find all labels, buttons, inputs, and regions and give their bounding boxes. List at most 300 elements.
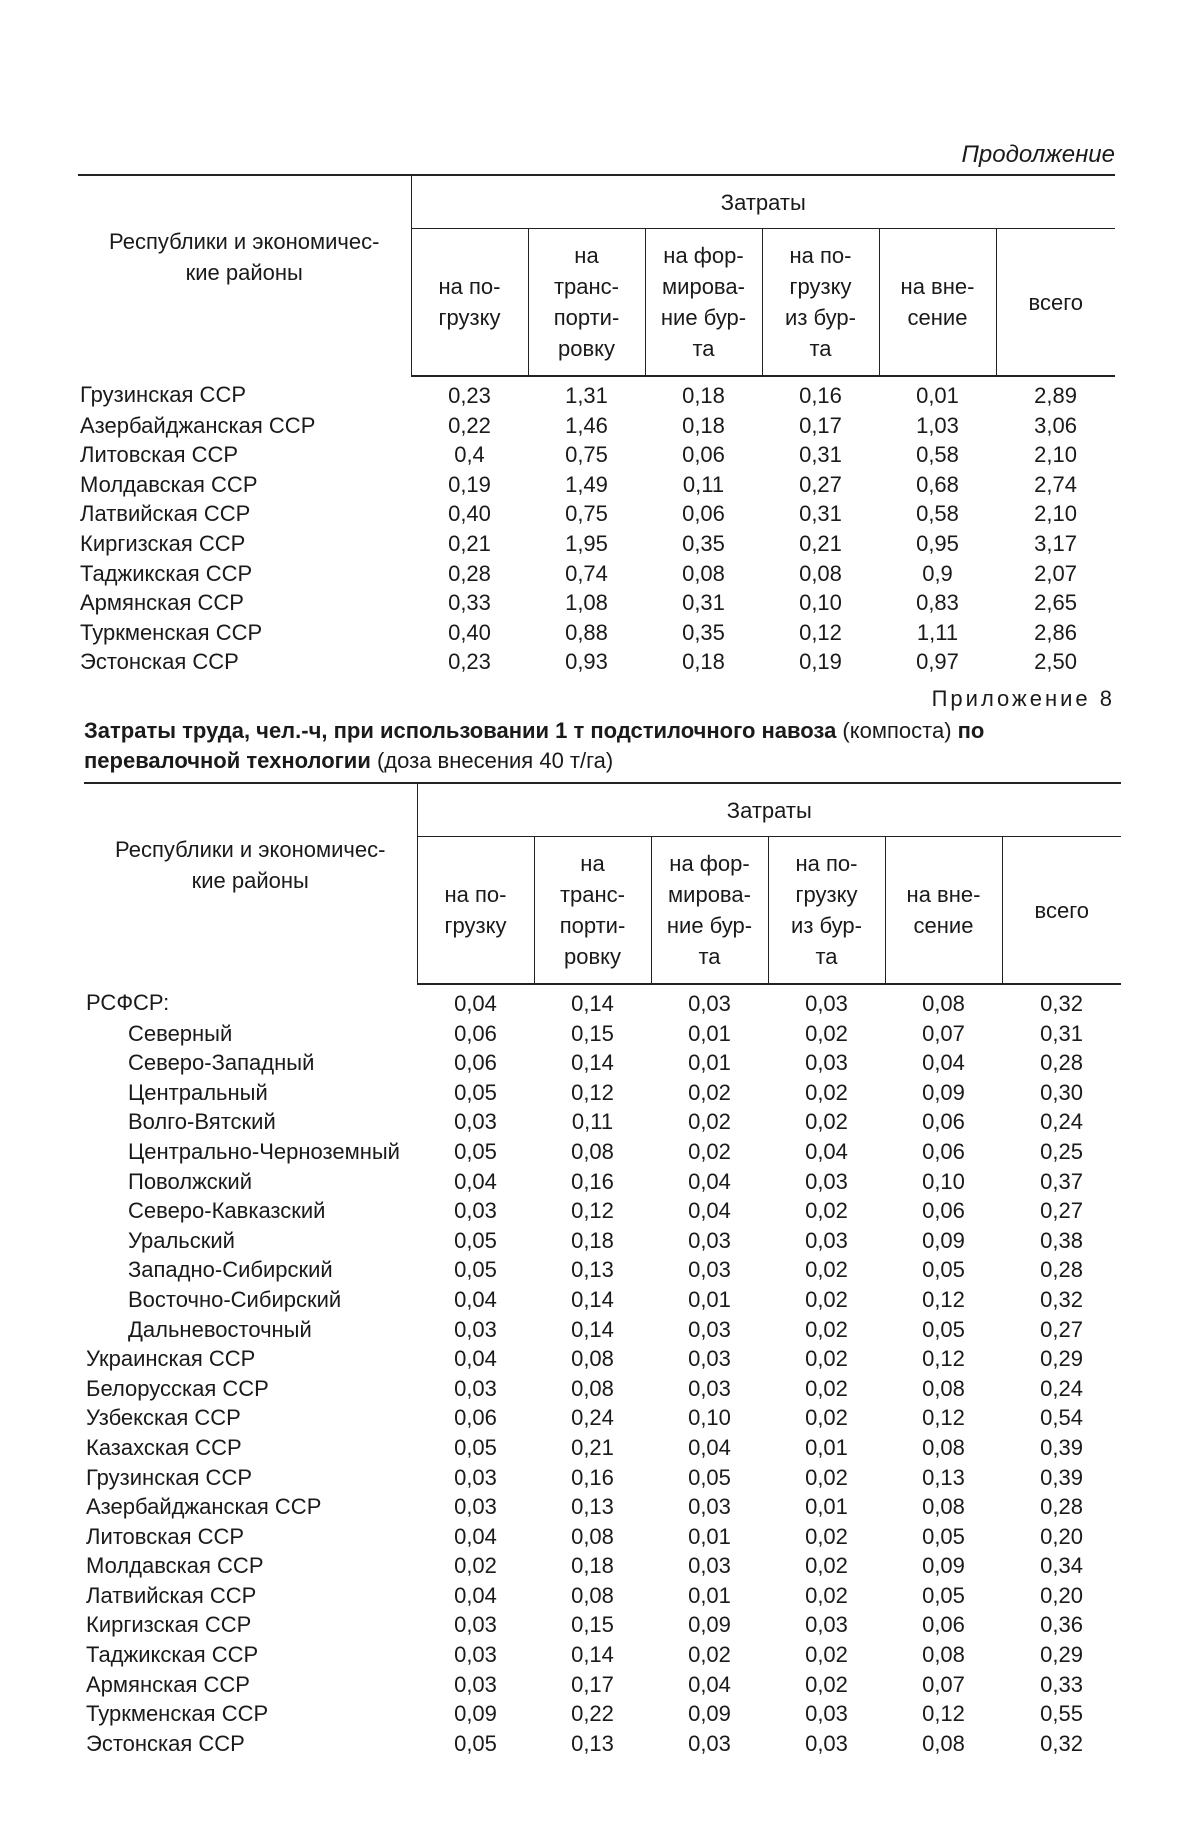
header-col-pile-loading: на по- грузку из бур- та <box>762 229 879 377</box>
row-value-cell: 0,04 <box>454 1168 497 1194</box>
table-row <box>78 411 1115 441</box>
row-value-cell: 0,02 <box>688 1138 731 1164</box>
row-value-cell: 0,06 <box>454 1020 497 1046</box>
row-value-cell: 0,08 <box>922 991 965 1016</box>
row-value-cell: 0,02 <box>805 1286 848 1312</box>
row-value-cell: 0,31 <box>1040 1020 1083 1046</box>
row-value-cell: 1,95 <box>565 530 608 556</box>
row-value-cell: 0,03 <box>805 1730 848 1756</box>
row-value-cell: 0,02 <box>688 1642 731 1668</box>
costs-table-continued <box>78 174 1115 677</box>
title-bold-part-2: по перевалочной технологии <box>84 718 985 773</box>
row-value-cell: 0,02 <box>805 1020 848 1046</box>
row-value-cell: 1,46 <box>565 412 608 438</box>
row-value-cell: 1,11 <box>916 619 959 645</box>
row-value-cell: 0,03 <box>454 1671 497 1697</box>
row-value-cell: 0,07 <box>922 1671 965 1697</box>
row-value-cell: 0,08 <box>799 560 842 586</box>
row-value-cell: 0,83 <box>916 590 959 616</box>
row-value-cell: 0,12 <box>922 1286 965 1312</box>
row-value-cell: 0,21 <box>799 530 842 556</box>
row-value-cell: 0,06 <box>454 1405 497 1431</box>
row-value-cell: 0,9 <box>922 560 953 586</box>
row-value-cell: 0,03 <box>688 1375 731 1401</box>
table-row <box>84 1522 1121 1552</box>
row-value-cell: 0,22 <box>448 412 491 438</box>
table-row <box>84 1551 1121 1581</box>
row-value-cell: 0,36 <box>1040 1612 1083 1638</box>
row-value-cell: 0,01 <box>916 383 959 408</box>
row-value-cell: 0,16 <box>799 383 842 408</box>
row-value-cell: 0,08 <box>922 1642 965 1668</box>
table-row <box>84 1226 1121 1256</box>
row-value-cell: 0,04 <box>688 1198 731 1224</box>
header-costs-group: Затраты <box>417 783 1121 837</box>
row-value-cell: 0,15 <box>571 1612 614 1638</box>
row-value-cell: 0,35 <box>682 530 725 556</box>
row-value-cell: 0,21 <box>448 530 491 556</box>
row-value-cell: 0,03 <box>454 1494 497 1520</box>
row-value-cell: 0,07 <box>922 1020 965 1046</box>
row-value-cell: 1,03 <box>916 412 959 438</box>
table-row <box>84 1403 1121 1433</box>
table-row <box>78 618 1115 648</box>
row-value-cell: 0,04 <box>454 1523 497 1549</box>
row-region-name: Дальневосточный <box>128 1316 312 1342</box>
row-value-cell: 0,32 <box>1040 991 1083 1016</box>
table-row <box>84 1492 1121 1522</box>
row-value-cell: 2,65 <box>1034 590 1077 616</box>
row-value-cell: 0,01 <box>688 1286 731 1312</box>
row-value-cell: 0,40 <box>448 501 491 527</box>
row-region-name: Литовская ССР <box>80 442 239 468</box>
row-value-cell: 0,06 <box>454 1050 497 1076</box>
row-region-name: Азербайджанская ССР <box>80 412 316 438</box>
table-row <box>84 984 1121 1019</box>
table-row <box>78 440 1115 470</box>
row-region-name: Армянская ССР <box>80 590 244 616</box>
row-value-cell: 0,03 <box>688 1227 731 1253</box>
row-value-cell: 0,03 <box>805 1168 848 1194</box>
row-value-cell: 0,03 <box>805 1050 848 1076</box>
row-value-cell: 0,03 <box>454 1375 497 1401</box>
table-row <box>84 1374 1121 1404</box>
row-region-name: Туркменская ССР <box>86 1701 269 1727</box>
row-value-cell: 0,88 <box>565 619 608 645</box>
row-value-cell: 0,08 <box>922 1375 965 1401</box>
row-value-cell: 0,93 <box>565 649 608 675</box>
row-value-cell: 0,29 <box>1040 1346 1083 1372</box>
row-value-cell: 0,24 <box>571 1405 614 1431</box>
row-value-cell: 0,13 <box>571 1494 614 1520</box>
header-col-pile-forming: на фор- мирова- ние бур- та <box>651 837 768 985</box>
row-value-cell: 0,13 <box>571 1730 614 1756</box>
row-value-cell: 0,02 <box>805 1198 848 1224</box>
row-value-cell: 0,04 <box>454 1346 497 1372</box>
row-value-cell: 0,10 <box>688 1405 731 1431</box>
row-region-name: Литовская ССР <box>86 1523 245 1549</box>
table-row <box>78 376 1115 411</box>
table-row <box>84 1344 1121 1374</box>
row-value-cell: 0,08 <box>571 1375 614 1401</box>
table2-body <box>84 984 1121 1758</box>
row-region-name: Таджикская ССР <box>80 560 253 586</box>
header-col-pile-forming: на фор- мирова- ние бур- та <box>645 229 762 377</box>
row-region-name: Центральный <box>128 1079 268 1105</box>
row-value-cell: 0,01 <box>688 1020 731 1046</box>
row-value-cell: 0,05 <box>454 1257 497 1283</box>
row-value-cell: 0,23 <box>448 383 491 408</box>
row-value-cell: 0,03 <box>454 1612 497 1638</box>
header-costs-group: Затраты <box>411 175 1115 229</box>
row-value-cell: 0,12 <box>922 1701 965 1727</box>
row-value-cell: 0,02 <box>805 1316 848 1342</box>
title-bold-part-1: Затраты труда, чел.-ч, при использовании 1 т подстилочного навоза <box>84 718 837 743</box>
row-region-name: Молдавская ССР <box>86 1553 264 1579</box>
header-col-transport: на транс- порти- ровку <box>528 229 645 377</box>
row-value-cell: 2,07 <box>1034 560 1077 586</box>
row-value-cell: 0,02 <box>805 1375 848 1401</box>
row-value-cell: 0,15 <box>571 1020 614 1046</box>
row-value-cell: 0,97 <box>916 649 959 675</box>
row-value-cell: 0,18 <box>682 383 725 408</box>
row-value-cell: 1,08 <box>565 590 608 616</box>
row-region-name: Северо-Западный <box>128 1050 315 1076</box>
row-value-cell: 2,10 <box>1034 501 1077 527</box>
table-row <box>84 1610 1121 1640</box>
row-value-cell: 0,18 <box>571 1553 614 1579</box>
header-col-application: на вне- сение <box>885 837 1002 985</box>
row-value-cell: 0,11 <box>682 471 725 497</box>
row-value-cell: 0,14 <box>571 1050 614 1076</box>
row-value-cell: 0,03 <box>805 991 848 1016</box>
row-value-cell: 0,28 <box>448 560 491 586</box>
row-value-cell: 0,08 <box>571 1346 614 1372</box>
table-row <box>84 1196 1121 1226</box>
row-value-cell: 2,10 <box>1034 442 1077 468</box>
row-value-cell: 3,17 <box>1034 530 1077 556</box>
row-region-name: Армянская ССР <box>86 1671 250 1697</box>
row-value-cell: 0,04 <box>454 991 497 1016</box>
continued-label: Продолжение <box>961 141 1115 168</box>
table-row <box>84 1640 1121 1670</box>
row-value-cell: 0,30 <box>1040 1079 1083 1105</box>
row-value-cell: 0,04 <box>688 1671 731 1697</box>
row-region-name: Казахская ССР <box>86 1434 242 1460</box>
row-value-cell: 0,38 <box>1040 1227 1083 1253</box>
row-value-cell: 0,02 <box>805 1582 848 1608</box>
row-value-cell: 0,08 <box>922 1730 965 1756</box>
row-value-cell: 0,09 <box>688 1701 731 1727</box>
row-value-cell: 0,08 <box>571 1138 614 1164</box>
row-value-cell: 2,89 <box>1034 383 1077 408</box>
table-row <box>84 1699 1121 1729</box>
costs-table-appendix-8 <box>84 782 1121 1758</box>
row-value-cell: 0,06 <box>682 442 725 468</box>
row-value-cell: 0,12 <box>799 619 842 645</box>
row-region-name: Киргизская ССР <box>86 1612 252 1638</box>
table-row <box>84 1137 1121 1167</box>
header-col-application: на вне- сение <box>879 229 996 377</box>
row-value-cell: 0,27 <box>1040 1316 1083 1342</box>
row-region-name: Молдавская ССР <box>80 471 258 497</box>
row-region-name: Волго-Вятский <box>128 1109 276 1135</box>
row-region-name: Эстонская ССР <box>86 1730 245 1756</box>
row-value-cell: 0,09 <box>688 1612 731 1638</box>
title-normal-part-1: (компоста) <box>836 718 958 743</box>
table-row <box>78 529 1115 559</box>
row-region-name: Туркменская ССР <box>80 619 263 645</box>
row-value-cell: 0,05 <box>922 1523 965 1549</box>
row-value-cell: 0,08 <box>571 1582 614 1608</box>
row-value-cell: 0,32 <box>1040 1730 1083 1756</box>
header-col-loading: на по- грузку <box>417 837 534 985</box>
row-value-cell: 0,24 <box>1040 1109 1083 1135</box>
row-value-cell: 1,31 <box>565 383 608 408</box>
row-value-cell: 0,58 <box>916 442 959 468</box>
row-value-cell: 0,23 <box>448 649 491 675</box>
row-region-name: Азербайджанская ССР <box>86 1494 322 1520</box>
row-value-cell: 0,02 <box>805 1553 848 1579</box>
row-value-cell: 0,10 <box>799 590 842 616</box>
row-value-cell: 2,50 <box>1034 649 1077 675</box>
row-value-cell: 0,16 <box>571 1168 614 1194</box>
row-value-cell: 0,35 <box>682 619 725 645</box>
row-value-cell: 0,02 <box>805 1671 848 1697</box>
row-value-cell: 0,12 <box>571 1079 614 1105</box>
table-row <box>84 1581 1121 1611</box>
table-row <box>84 1255 1121 1285</box>
row-value-cell: 0,02 <box>454 1553 497 1579</box>
row-value-cell: 0,01 <box>805 1494 848 1520</box>
row-value-cell: 0,02 <box>805 1109 848 1135</box>
row-value-cell: 0,33 <box>1040 1671 1083 1697</box>
table-row <box>84 1433 1121 1463</box>
row-region-name: Северо-Кавказский <box>128 1198 326 1224</box>
row-region-name: Латвийская ССР <box>80 501 251 527</box>
row-value-cell: 0,09 <box>922 1079 965 1105</box>
row-value-cell: 0,03 <box>454 1109 497 1135</box>
header-col-pile-loading: на по- грузку из бур- та <box>768 837 885 985</box>
row-value-cell: 0,02 <box>805 1523 848 1549</box>
row-value-cell: 0,05 <box>922 1257 965 1283</box>
row-value-cell: 0,06 <box>922 1612 965 1638</box>
row-value-cell: 0,03 <box>805 1701 848 1727</box>
row-value-cell: 0,05 <box>454 1138 497 1164</box>
row-value-cell: 0,08 <box>571 1523 614 1549</box>
row-value-cell: 0,09 <box>922 1227 965 1253</box>
row-value-cell: 0,13 <box>922 1464 965 1490</box>
header-col-loading: на по- грузку <box>411 229 528 377</box>
row-value-cell: 0,27 <box>799 471 842 497</box>
row-value-cell: 0,19 <box>448 471 491 497</box>
table-row <box>84 1167 1121 1197</box>
row-value-cell: 0,02 <box>805 1464 848 1490</box>
table-row <box>78 499 1115 529</box>
row-value-cell: 0,13 <box>571 1257 614 1283</box>
row-value-cell: 3,06 <box>1034 412 1077 438</box>
row-value-cell: 0,31 <box>682 590 725 616</box>
row-value-cell: 2,86 <box>1034 619 1077 645</box>
row-value-cell: 0,06 <box>922 1109 965 1135</box>
row-value-cell: 0,29 <box>1040 1642 1083 1668</box>
table-row <box>84 1729 1121 1759</box>
table-row <box>84 1019 1121 1049</box>
row-value-cell: 0,05 <box>922 1316 965 1342</box>
row-value-cell: 0,02 <box>688 1079 731 1105</box>
table-row <box>84 1285 1121 1315</box>
row-value-cell: 0,21 <box>571 1434 614 1460</box>
table-row <box>78 470 1115 500</box>
table-row <box>78 647 1115 677</box>
row-value-cell: 0,28 <box>1040 1050 1083 1076</box>
row-value-cell: 0,03 <box>688 1553 731 1579</box>
row-value-cell: 0,17 <box>571 1671 614 1697</box>
row-value-cell: 0,01 <box>688 1523 731 1549</box>
row-value-cell: 2,74 <box>1034 471 1077 497</box>
row-value-cell: 0,08 <box>682 560 725 586</box>
row-value-cell: 0,11 <box>571 1109 614 1135</box>
row-value-cell: 0,05 <box>454 1227 497 1253</box>
row-value-cell: 0,03 <box>688 1346 731 1372</box>
row-value-cell: 0,08 <box>922 1434 965 1460</box>
header-col-total: всего <box>996 229 1115 377</box>
row-value-cell: 0,08 <box>922 1494 965 1520</box>
row-value-cell: 0,19 <box>799 649 842 675</box>
row-value-cell: 0,03 <box>454 1316 497 1342</box>
row-value-cell: 0,09 <box>454 1701 497 1727</box>
table-row <box>84 1107 1121 1137</box>
row-region-name: Эстонская ССР <box>80 649 239 675</box>
row-value-cell: 0,4 <box>454 442 485 468</box>
row-region-name: Узбекская ССР <box>86 1405 241 1431</box>
row-value-cell: 0,01 <box>688 1050 731 1076</box>
row-value-cell: 0,32 <box>1040 1286 1083 1312</box>
row-value-cell: 0,28 <box>1040 1257 1083 1283</box>
row-value-cell: 0,02 <box>805 1642 848 1668</box>
row-value-cell: 0,12 <box>571 1198 614 1224</box>
row-value-cell: 0,04 <box>922 1050 965 1076</box>
row-region-name: Восточно-Сибирский <box>128 1286 342 1312</box>
row-value-cell: 0,18 <box>571 1227 614 1253</box>
row-value-cell: 0,01 <box>688 1582 731 1608</box>
row-region-name: Таджикская ССР <box>86 1642 259 1668</box>
table-row <box>84 1315 1121 1345</box>
row-value-cell: 0,03 <box>688 1494 731 1520</box>
title-normal-part-2: (доза внесения 40 т/га) <box>370 748 614 773</box>
row-value-cell: 0,20 <box>1040 1582 1083 1608</box>
row-value-cell: 0,54 <box>1040 1405 1083 1431</box>
row-value-cell: 0,39 <box>1040 1434 1083 1460</box>
row-region-name: Северный <box>128 1020 233 1046</box>
table-row <box>84 1463 1121 1493</box>
row-value-cell: 0,04 <box>688 1434 731 1460</box>
row-value-cell: 0,05 <box>922 1582 965 1608</box>
row-value-cell: 0,27 <box>1040 1198 1083 1224</box>
row-value-cell: 0,16 <box>571 1464 614 1490</box>
table-row <box>84 1670 1121 1700</box>
row-value-cell: 0,37 <box>1040 1168 1083 1194</box>
row-region-name: Грузинская ССР <box>80 382 247 407</box>
row-value-cell: 0,74 <box>565 560 608 586</box>
row-value-cell: 0,02 <box>805 1346 848 1372</box>
row-value-cell: 0,03 <box>805 1612 848 1638</box>
row-value-cell: 0,14 <box>571 1286 614 1312</box>
row-value-cell: 0,12 <box>922 1405 965 1431</box>
row-value-cell: 0,06 <box>922 1198 965 1224</box>
row-value-cell: 0,04 <box>688 1168 731 1194</box>
row-value-cell: 0,40 <box>448 619 491 645</box>
row-value-cell: 0,03 <box>688 1257 731 1283</box>
row-value-cell: 0,10 <box>922 1168 965 1194</box>
row-value-cell: 0,05 <box>454 1730 497 1756</box>
row-value-cell: 0,75 <box>565 442 608 468</box>
row-value-cell: 0,68 <box>916 471 959 497</box>
row-value-cell: 0,03 <box>688 1316 731 1342</box>
row-value-cell: 0,18 <box>682 412 725 438</box>
row-value-cell: 0,20 <box>1040 1523 1083 1549</box>
table-row <box>78 559 1115 589</box>
appendix-label: Приложение 8 <box>931 686 1115 711</box>
row-value-cell: 0,28 <box>1040 1494 1083 1520</box>
row-value-cell: 0,25 <box>1040 1138 1083 1164</box>
row-region-name: Белорусская ССР <box>86 1375 269 1401</box>
row-value-cell: 0,22 <box>571 1701 614 1727</box>
row-region-name: Центрально-Черноземный <box>128 1138 400 1164</box>
row-value-cell: 0,06 <box>922 1138 965 1164</box>
row-value-cell: 0,03 <box>688 991 731 1016</box>
header-region: Республики и экономичес- кие районы <box>84 783 417 984</box>
row-value-cell: 0,02 <box>688 1109 731 1135</box>
row-value-cell: 0,14 <box>571 991 614 1016</box>
row-region-name: РСФСР: <box>86 990 170 1015</box>
row-value-cell: 0,12 <box>922 1346 965 1372</box>
row-value-cell: 0,03 <box>454 1642 497 1668</box>
row-value-cell: 0,03 <box>454 1198 497 1224</box>
row-value-cell: 0,17 <box>799 412 842 438</box>
row-value-cell: 0,03 <box>688 1730 731 1756</box>
row-value-cell: 0,04 <box>454 1286 497 1312</box>
table-row <box>78 588 1115 618</box>
row-value-cell: 0,24 <box>1040 1375 1083 1401</box>
row-region-name: Киргизская ССР <box>80 530 246 556</box>
row-value-cell: 1,49 <box>565 471 608 497</box>
row-value-cell: 0,03 <box>454 1464 497 1490</box>
row-value-cell: 0,05 <box>688 1464 731 1490</box>
row-value-cell: 0,14 <box>571 1316 614 1342</box>
row-value-cell: 0,01 <box>805 1434 848 1460</box>
table-title <box>84 716 1115 776</box>
header-col-total: всего <box>1002 837 1121 985</box>
table-row <box>84 1078 1121 1108</box>
table-row <box>84 1048 1121 1078</box>
row-region-name: Западно-Сибирский <box>128 1257 333 1283</box>
row-value-cell: 0,75 <box>565 501 608 527</box>
row-value-cell: 0,58 <box>916 501 959 527</box>
row-value-cell: 0,95 <box>916 530 959 556</box>
row-region-name: Украинская ССР <box>86 1346 256 1372</box>
header-col-transport: на транс- порти- ровку <box>534 837 651 985</box>
row-value-cell: 0,02 <box>805 1405 848 1431</box>
table1-body <box>78 376 1115 677</box>
row-value-cell: 0,04 <box>805 1138 848 1164</box>
header-region: Республики и экономичес- кие районы <box>78 175 411 376</box>
row-region-name: Грузинская ССР <box>86 1464 253 1490</box>
row-value-cell: 0,33 <box>448 590 491 616</box>
row-value-cell: 0,04 <box>454 1582 497 1608</box>
row-value-cell: 0,14 <box>571 1642 614 1668</box>
row-value-cell: 0,06 <box>682 501 725 527</box>
